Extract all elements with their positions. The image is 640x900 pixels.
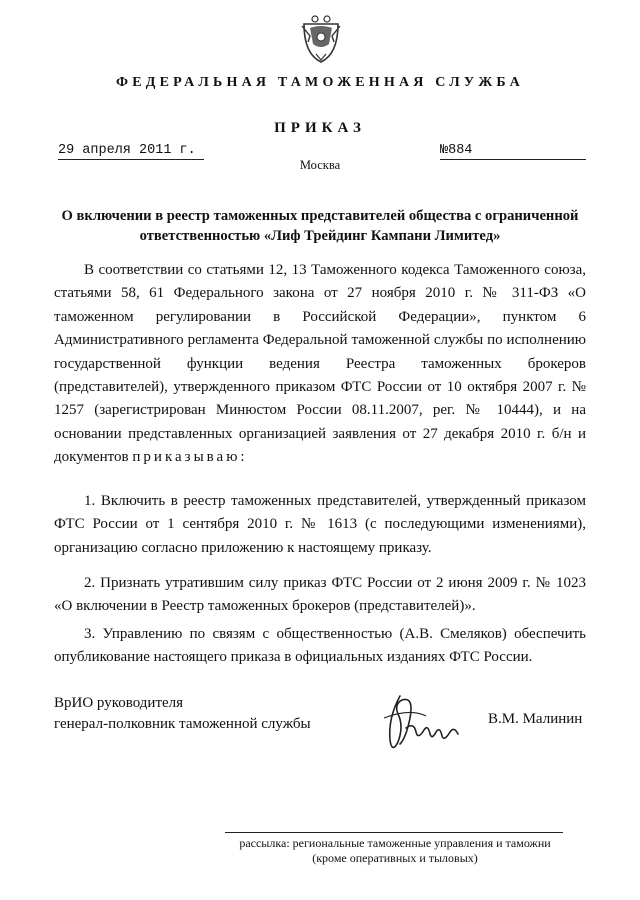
preamble-paragraph [54, 259, 586, 470]
signatory-role [54, 693, 311, 735]
document-type: ПРИКАЗ [274, 120, 366, 136]
signatory-name: В.М. Малинин [488, 711, 583, 727]
preamble-text: В соответствии со статьями 12, 13 Таможенного кодекса Таможенного союза, статьями 58, 61 Федерального закона от 27 ноября 2010 г. № 311-ФЗ «О таможенном регулировании в Российской Федерации», пунктом 6 Административного регламента Федеральной таможенной службы по исполнению государственной функции ведения Реестра таможенных брокеров (представителей), утвержденного приказом ФТС России от 10 октября 2007 г. № 1257 (зарегистрирован Минюстом России 08.11.2007, рег. № 10444), и на основании представленных организацией заявления от 27 декабря 2010 г. б/н и документов [54, 262, 586, 466]
handwritten-signature [370, 688, 462, 760]
item-1-paragraph: 1. Включить в реестр таможенных представителей, утвержденный приказом ФТС России от 1 сентября 2010 г. № 1613 (с последующими изменениями), организацию согласно приложению к настоящему приказу. [54, 493, 586, 556]
order-number: №884 [440, 143, 586, 160]
distribution-line-1: рассылка: региональные таможенные управления и таможни [239, 836, 551, 850]
signatory-role-line2: генерал-полковник таможенной службы [54, 716, 311, 732]
distribution-line-2: (кроме оперативных и тыловых) [312, 850, 478, 865]
emblem-icon [298, 10, 344, 66]
signatory-role-line1: ВрИО руководителя [54, 695, 184, 711]
item-2-paragraph: 2. Признать утратившим силу приказ ФТС России от 2 июня 2009 г. № 1023 «О включении в Реестр таможенных брокеров (представителей)». [54, 575, 586, 615]
item-3-paragraph: 3. Управлению по связям с общественностью (А.В. Смеляков) обеспечить опубликование настоящего приказа в официальных изданиях ФТС России. [54, 626, 586, 666]
order-date: 29 апреля 2011 г. [58, 143, 204, 160]
distribution-list [225, 836, 565, 865]
agency-name: ФЕДЕРАЛЬНАЯ ТАМОЖЕННАЯ СЛУЖБА [116, 75, 524, 90]
order-word: приказываю: [132, 449, 248, 466]
order-city: Москва [299, 158, 341, 172]
distribution-divider [225, 832, 563, 833]
order-heading: О включении в реестр таможенных представителей общества с ограниченной ответственностью «Лиф Трейдинг Кампани Лимитед» [61, 208, 579, 244]
